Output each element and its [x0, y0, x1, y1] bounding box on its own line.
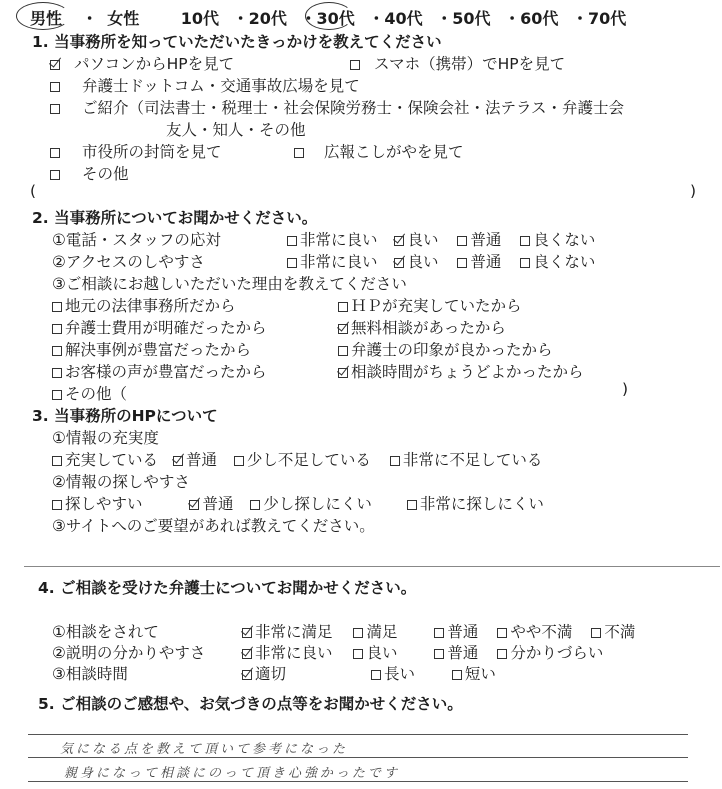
- q3-r3-label: ③サイトへのご要望があれば教えてください。: [52, 517, 375, 535]
- reason-fee-row: [52, 316, 267, 338]
- checkbox-city[interactable]: [50, 148, 60, 158]
- q4-r2-very-good: 非常に良い: [255, 644, 333, 662]
- q2-r1-good: 良い: [407, 231, 439, 249]
- q2-r1-label: ①電話・スタッフの応対: [52, 231, 221, 249]
- reason-hp-box[interactable]: [338, 302, 348, 312]
- q4-very-sat-box-checked[interactable]: [242, 628, 252, 638]
- age-40-option[interactable]: ・40代: [368, 9, 423, 28]
- reason-local-box[interactable]: [52, 302, 62, 312]
- reason-hp-row: [338, 294, 522, 316]
- option-city: 市役所の封筒を見て: [81, 143, 222, 161]
- age-10-option[interactable]: 10代: [180, 9, 220, 28]
- q3-r1-options: [52, 448, 542, 470]
- answer-line-top: [28, 734, 688, 735]
- q3-r2-options: [52, 492, 544, 514]
- q4-proper: 適切: [255, 665, 287, 683]
- q4-unsat-box[interactable]: [591, 628, 601, 638]
- q3-easy: 探しやすい: [65, 495, 143, 513]
- q4-sat: 満足: [366, 623, 398, 641]
- reason-free: 無料相談があったから: [351, 319, 506, 337]
- option-pc-hp: パソコンからHPを見て: [73, 55, 235, 73]
- age-70-option[interactable]: ・70代: [571, 9, 627, 28]
- q2-r2-not-good-box[interactable]: [520, 258, 530, 268]
- q5-title: 5. ご相談のご感想や、お気づきの点等をお聞かせください。: [38, 695, 463, 713]
- reason-local: 地元の法律事務所だから: [65, 297, 236, 315]
- q1-row-other: [50, 162, 128, 184]
- q3-r2-label: ②情報の探しやすさ: [52, 473, 190, 491]
- answer-line1: 気になる点を教えて頂いて参考になった: [60, 742, 349, 757]
- answer-line-bottom: [28, 781, 688, 782]
- q3-lack-box[interactable]: [234, 456, 244, 466]
- q4-r3-options: [242, 662, 496, 684]
- q4-r2-good-box[interactable]: [353, 649, 363, 659]
- reason-voice: お客様の声が豊富だったから: [65, 363, 267, 381]
- q3-full-box[interactable]: [52, 456, 62, 466]
- age-60-option[interactable]: ・60代: [504, 9, 559, 28]
- q2-r1-options: [287, 228, 595, 250]
- option-bengo: 弁護士ドットコム・交通事故広場を見て: [81, 77, 360, 95]
- q3-easy-box[interactable]: [52, 500, 62, 510]
- q2-r2-normal-box[interactable]: [457, 258, 467, 268]
- option-intro: ご紹介（司法書士・税理士・社会保険労務士・保険会社・法テラス・弁護士会: [81, 99, 624, 117]
- q2-r1-not-good: 良くない: [533, 231, 596, 249]
- q4-sat-box[interactable]: [353, 628, 363, 638]
- reason-impression-row: [338, 338, 553, 360]
- reason-other-box[interactable]: [52, 390, 62, 400]
- q3-hard: 少し探しにくい: [263, 495, 372, 513]
- q4-bit-unsat: やや不満: [510, 623, 573, 641]
- reason-cases-row: [52, 338, 251, 360]
- q4-hard-box[interactable]: [497, 649, 507, 659]
- q3-r1-label: ①情報の充実度: [52, 429, 159, 447]
- checkbox-intro[interactable]: [50, 104, 60, 114]
- q4-hard: 分かりづらい: [510, 644, 604, 662]
- q4-r2-normal: 普通: [447, 644, 479, 662]
- q3-normal2: 普通: [202, 495, 234, 513]
- gender-separator: ・: [81, 9, 98, 28]
- q4-r2-normal-box[interactable]: [434, 649, 444, 659]
- q1-paren-close: ): [690, 182, 697, 200]
- divider-q3-q4: [24, 566, 720, 567]
- age-50-option[interactable]: ・50代: [436, 9, 491, 28]
- reason-time-row: [338, 360, 584, 382]
- q3-normal1: 普通: [185, 451, 217, 469]
- q4-proper-box-checked[interactable]: [242, 670, 252, 680]
- q2-r1-normal-box[interactable]: [457, 236, 467, 246]
- q4-r1-options: [242, 620, 635, 642]
- q3-very-lack: 非常に不足している: [402, 451, 543, 469]
- checkbox-pc-checked[interactable]: [50, 60, 60, 70]
- q1-paren-open: (: [30, 182, 37, 200]
- q2-r1-good-box-checked[interactable]: [394, 236, 404, 246]
- reason-impression: 弁護士の印象が良かったから: [351, 341, 553, 359]
- age-20-option[interactable]: ・20代: [232, 9, 287, 28]
- q2-r3-label: ③ご相談にお越しいただいた理由を教えてください: [52, 275, 407, 293]
- reason-local-row: [52, 294, 236, 316]
- q2-r2-very-good-box[interactable]: [287, 258, 297, 268]
- option-sp-hp: スマホ（携帯）でHPを見て: [373, 55, 566, 73]
- q3-very-hard-box[interactable]: [407, 500, 417, 510]
- reason-hp: ＨＰが充実していたから: [351, 297, 522, 315]
- reason-other-row: [52, 382, 127, 404]
- q4-short: 短い: [464, 665, 496, 683]
- q2-r2-normal: 普通: [470, 253, 502, 271]
- reason-time-box-checked[interactable]: [338, 368, 348, 378]
- reason-cases: 解決事例が豊富だったから: [65, 341, 252, 359]
- q4-r2-label: ②説明の分かりやすさ: [52, 644, 206, 662]
- checkbox-koho[interactable]: [294, 148, 304, 158]
- q1-row-bengo: [50, 74, 360, 96]
- checkbox-sp[interactable]: [350, 60, 360, 70]
- q4-r2-good: 良い: [366, 644, 398, 662]
- q2-r2-not-good: 良くない: [533, 253, 596, 271]
- option-q1-other: その他: [81, 165, 129, 183]
- checkbox-q1-other[interactable]: [50, 170, 60, 180]
- reason-voice-box[interactable]: [52, 368, 62, 378]
- header-row: [30, 6, 626, 29]
- q4-r3-label: ③相談時間: [52, 665, 128, 683]
- q1-row-sp: [350, 52, 565, 74]
- male-option[interactable]: 男性: [30, 9, 63, 28]
- q2-r2-very-good: 非常に良い: [300, 253, 378, 271]
- reason-voice-row: [52, 360, 267, 382]
- female-option[interactable]: 女性: [107, 9, 140, 28]
- q2-r2-options: [287, 250, 595, 272]
- option-intro-cont: 友人・知人・その他: [166, 121, 306, 139]
- q1-title: 1. 当事務所を知っていただいたきっかけを教えてください: [32, 33, 442, 51]
- q3-very-lack-box[interactable]: [390, 456, 400, 466]
- q1-row-pc: [50, 52, 234, 74]
- q4-r1-normal-box[interactable]: [434, 628, 444, 638]
- reason-free-row: [338, 316, 506, 338]
- q1-row-city: [50, 140, 221, 162]
- q3-full: 充実している: [65, 451, 159, 469]
- reason-other: その他（: [65, 385, 128, 403]
- q2-title: 2. 当事務所についてお聞かせください。: [32, 209, 318, 227]
- reason-free-box-checked[interactable]: [338, 324, 348, 334]
- q2-r1-very-good: 非常に良い: [300, 231, 378, 249]
- q4-very-sat: 非常に満足: [255, 623, 333, 641]
- checkbox-bengo[interactable]: [50, 82, 60, 92]
- q3-very-hard: 非常に探しにくい: [419, 495, 544, 513]
- q4-long-box[interactable]: [371, 670, 381, 680]
- q2-r1-very-good-box[interactable]: [287, 236, 297, 246]
- q3-normal1-box-checked[interactable]: [173, 456, 183, 466]
- q4-r1-label: ①相談をされて: [52, 623, 159, 641]
- q1-row-intro: [50, 96, 624, 118]
- q1-row-koho: [294, 140, 463, 162]
- q2-r2-label: ②アクセスのしやすさ: [52, 253, 205, 271]
- q2-r1-not-good-box[interactable]: [520, 236, 530, 246]
- answer-line2: 親身になって相談にのって頂き心強かったです: [64, 766, 400, 781]
- reason-cases-box[interactable]: [52, 346, 62, 356]
- q2-r1-normal: 普通: [470, 231, 502, 249]
- q3-normal2-box-checked[interactable]: [189, 500, 199, 510]
- q3-title: 3. 当事務所のHPについて: [32, 407, 218, 425]
- reason-time: 相談時間がちょうどよかったから: [351, 363, 584, 381]
- q4-bit-unsat-box[interactable]: [497, 628, 507, 638]
- q4-unsat: 不満: [604, 623, 636, 641]
- q2-r2-good: 良い: [407, 253, 439, 271]
- reason-fee-box[interactable]: [52, 324, 62, 334]
- option-koho: 広報こしがやを見て: [323, 143, 464, 161]
- q2-paren-close: ): [622, 380, 629, 398]
- q4-r2-options: [242, 641, 603, 663]
- reason-fee: 弁護士費用が明確だったから: [65, 319, 267, 337]
- age-30-option[interactable]: ・30代: [300, 9, 355, 28]
- answer-line-mid: [28, 757, 688, 758]
- q4-r2-very-good-box-checked[interactable]: [242, 649, 252, 659]
- q4-short-box[interactable]: [452, 670, 462, 680]
- q3-hard-box[interactable]: [250, 500, 260, 510]
- q3-lack: 少し不足している: [246, 451, 371, 469]
- q4-title: 4. ご相談を受けた弁護士についてお聞かせください。: [38, 579, 417, 597]
- q4-r1-normal: 普通: [447, 623, 479, 641]
- q2-r2-good-box-checked[interactable]: [394, 258, 404, 268]
- reason-impression-box[interactable]: [338, 346, 348, 356]
- q4-long: 長い: [383, 665, 415, 683]
